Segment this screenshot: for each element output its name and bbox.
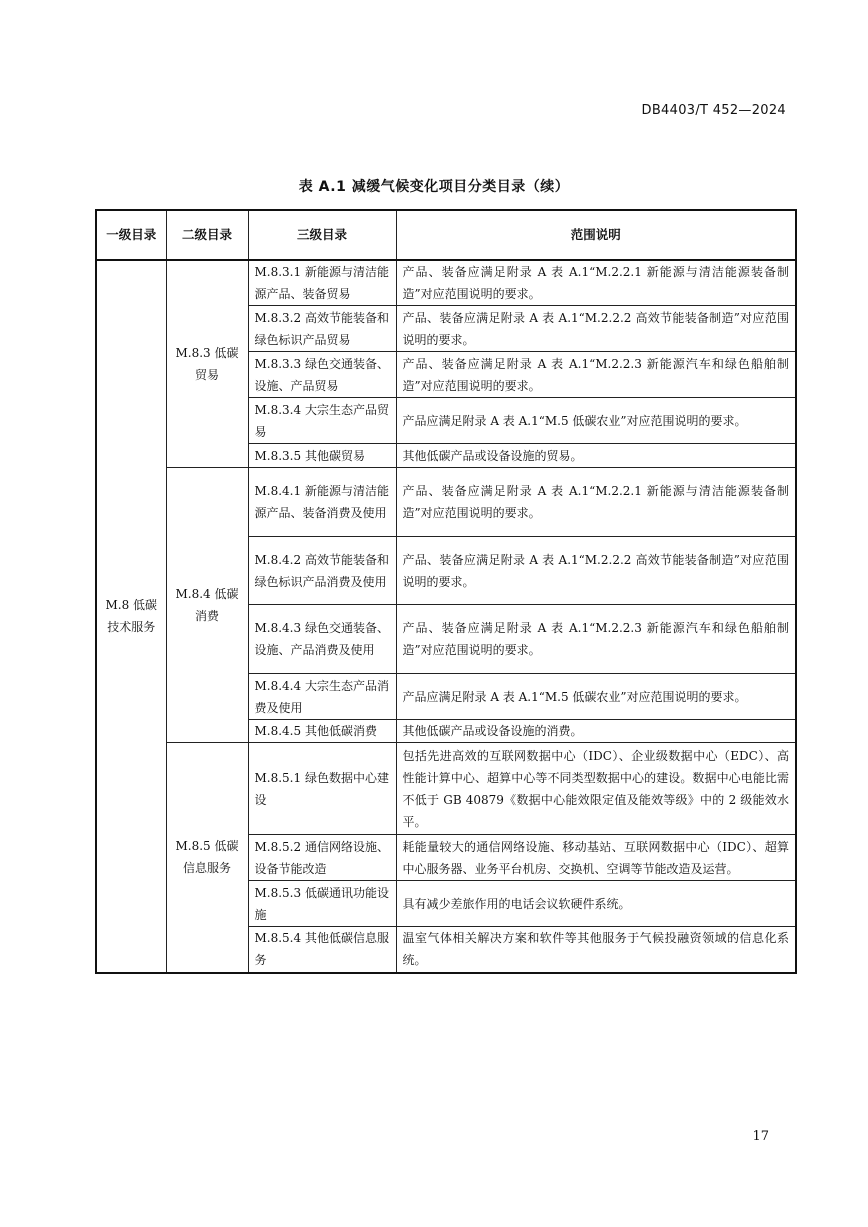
scope-cell: 产品、装备应满足附录 A 表 A.1“M.2.2.1 新能源与清洁能源装备制造”对应范围说明的要求。 [396,468,796,537]
level3-cell: M.8.3.4 大宗生态产品贸易 [248,398,396,444]
level3-cell: M.8.3.2 高效节能装备和绿色标识产品贸易 [248,306,396,352]
table-title: 表 A.1 减缓气候变化项目分类目录（续） [298,179,570,195]
document-code: DB4403/T 452—2024 [641,103,786,118]
level3-cell: M.8.3.3 绿色交通装备、设施、产品贸易 [248,352,396,398]
level3-cell: M.8.4.2 高效节能装备和绿色标识产品消费及使用 [248,537,396,605]
scope-cell: 耗能量较大的通信网络设施、移动基站、互联网数据中心（IDC）、超算中心服务器、业务平台机房、交换机、空调等节能改造及运营。 [396,835,796,881]
level2-cell: M.8.3 低碳贸易 [166,260,248,468]
scope-cell: 产品、装备应满足附录 A 表 A.1“M.2.2.1 新能源与清洁能源装备制造”对应范围说明的要求。 [396,260,796,306]
column-header-level1: 一级目录 [96,210,166,260]
column-header-level3: 三级目录 [248,210,396,260]
scope-cell: 产品、装备应满足附录 A 表 A.1“M.2.2.2 高效节能装备制造”对应范围说明的要求。 [396,306,796,352]
scope-cell: 产品、装备应满足附录 A 表 A.1“M.2.2.3 新能源汽车和绿色船舶制造”对应范围说明的要求。 [396,352,796,398]
scope-cell: 产品应满足附录 A 表 A.1“M.5 低碳农业”对应范围说明的要求。 [396,398,796,444]
scope-cell: 其他低碳产品或设备设施的消费。 [396,720,796,743]
scope-cell: 温室气体相关解决方案和软件等其他服务于气候投融资领域的信息化系统。 [396,927,796,973]
level3-cell: M.8.4.4 大宗生态产品消费及使用 [248,674,396,720]
level3-cell: M.8.5.3 低碳通讯功能设施 [248,881,396,927]
table-header-row [96,210,796,260]
table-row [96,260,796,306]
column-header-level2: 二级目录 [166,210,248,260]
scope-cell: 其他低碳产品或设备设施的贸易。 [396,444,796,468]
scope-cell: 产品、装备应满足附录 A 表 A.1“M.2.2.2 高效节能装备制造”对应范围说明的要求。 [396,537,796,605]
table-row [96,743,796,835]
column-header-scope: 范围说明 [396,210,796,260]
scope-cell: 具有减少差旅作用的电话会议软硬件系统。 [396,881,796,927]
level3-cell: M.8.5.4 其他低碳信息服务 [248,927,396,973]
level3-cell: M.8.4.5 其他低碳消费 [248,720,396,743]
level3-cell: M.8.3.1 新能源与清洁能源产品、装备贸易 [248,260,396,306]
scope-cell: 产品应满足附录 A 表 A.1“M.5 低碳农业”对应范围说明的要求。 [396,674,796,720]
level3-cell: M.8.4.3 绿色交通装备、设施、产品消费及使用 [248,605,396,674]
scope-cell: 产品、装备应满足附录 A 表 A.1“M.2.2.3 新能源汽车和绿色船舶制造”对应范围说明的要求。 [396,605,796,674]
scope-cell: 包括先进高效的互联网数据中心（IDC）、企业级数据中心（EDC）、高性能计算中心、超算中心等不同类型数据中心的建设。数据中心电能比需不低于 GB 40879《数据中心能效限定值及能效等级》中的 2 级能效水平。 [396,743,796,835]
level2-cell: M.8.4 低碳消费 [166,468,248,743]
level3-cell: M.8.5.1 绿色数据中心建设 [248,743,396,835]
level3-cell: M.8.3.5 其他碳贸易 [248,444,396,468]
page-number: 17 [752,1129,769,1144]
level3-cell: M.8.5.2 通信网络设施、设备节能改造 [248,835,396,881]
classification-table [95,209,797,974]
level1-cell: M.8 低碳技术服务 [96,260,166,973]
level3-cell: M.8.4.1 新能源与清洁能源产品、装备消费及使用 [248,468,396,537]
table-row [96,468,796,537]
level2-cell: M.8.5 低碳信息服务 [166,743,248,973]
